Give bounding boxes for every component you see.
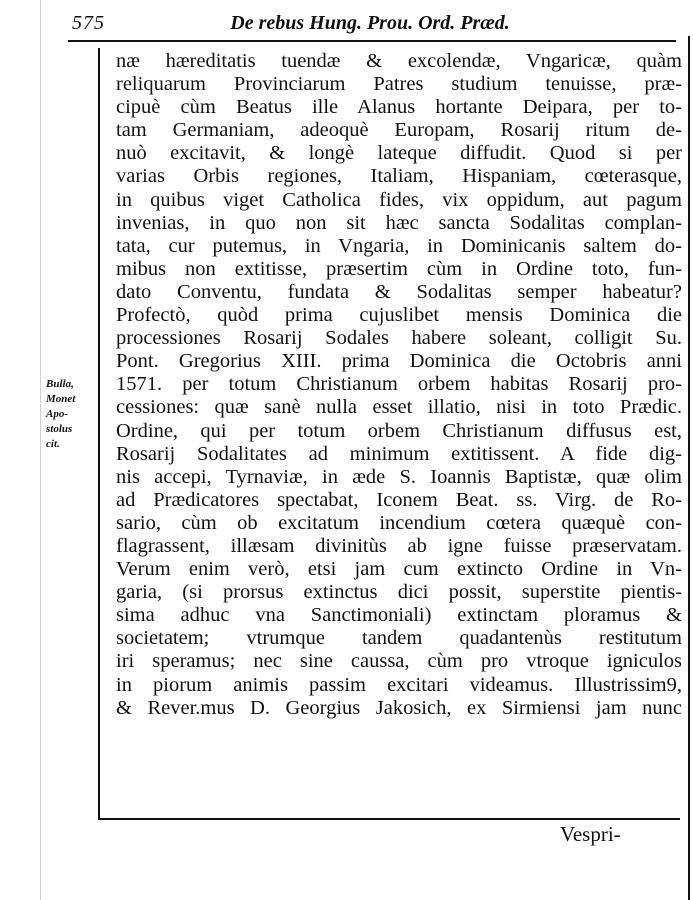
text-line: societatem; vtrumque tandem quadantenùs restitutum xyxy=(116,627,682,650)
text-line: tata, cur putemus, in Vngaria, in Dominicanis saltem do- xyxy=(116,234,682,257)
margin-note-line: Bulla, xyxy=(46,378,74,390)
text-line: sario, cùm ob excitatum incendium cœtera quæquè con- xyxy=(116,511,682,534)
margin-note-line: stolus xyxy=(46,423,73,435)
text-line: in piorum animis passim excitari videamus. Illustrissim9, xyxy=(116,673,682,696)
text-line: nuò excitavit, & longè lateque diffudit. Quod si per xyxy=(116,142,682,165)
body-text xyxy=(116,50,682,720)
text-line: Verum enim verò, etsi jam cum extincto Ordine in Vn- xyxy=(116,558,682,581)
text-line: Pont. Gregorius XIII. prima Dominica die Octobris anni xyxy=(116,350,682,373)
text-line: Ordine, qui per totum orbem Christianum diffusus est, xyxy=(116,419,682,442)
margin-note xyxy=(46,377,96,452)
text-column-left-rule xyxy=(98,48,100,820)
catchword: Vespri- xyxy=(560,822,621,846)
text-line: garia, (si prorsus extinctus dici possit, superstite pientis- xyxy=(116,581,682,604)
text-line: reliquarum Provinciarum Patres studium tenuisse, præ- xyxy=(116,73,682,96)
footer-rule xyxy=(100,818,680,820)
text-line: tam Germaniam, adeoquè Europam, Rosarij ritum de- xyxy=(116,119,682,142)
margin-note-line: Monet xyxy=(46,393,76,405)
text-line: Rosarij Sodalitates ad minimum extitissent. A fide dig- xyxy=(116,442,682,465)
text-line: processiones Rosarij Sodales habere soleant, colligit Su. xyxy=(116,327,682,350)
header-rule xyxy=(68,40,676,42)
text-line: mibus non extitisse, præsertim cùm in Ordine toto, fun- xyxy=(116,257,682,280)
text-line: dato Conventu, fundata & Sodalitas semper habeatur? xyxy=(116,280,682,303)
running-title: De rebus Hung. Prou. Ord. Præd. xyxy=(230,12,510,34)
text-line: sima adhuc vna Sanctimoniali) extinctam ploramus & xyxy=(116,604,682,627)
text-column-right-rule xyxy=(688,36,690,900)
text-line: in quibus viget Catholica fides, vix oppidum, aut pagum xyxy=(116,188,682,211)
text-line: cessiones: quæ sanè nulla esset illatio, nisi in toto Prædic. xyxy=(116,396,682,419)
text-line: invenias, in quo non sit hæc sancta Sodalitas complan- xyxy=(116,211,682,234)
text-line: nis accepi, Tyrnaviæ, in æde S. Ioannis Baptistæ, quæ olim xyxy=(116,465,682,488)
text-line: varias Orbis regiones, Italiam, Hispaniam, cœterasque, xyxy=(116,165,682,188)
text-line: Profectò, quòd prima cujuslibet mensis Dominica die xyxy=(116,304,682,327)
page-number: 575 xyxy=(72,12,105,34)
text-line: flagrassent, illæsam divinitùs ab igne fuisse præservatam. xyxy=(116,534,682,557)
text-line: 1571. per totum Christianum orbem habitas Rosarij pro- xyxy=(116,373,682,396)
margin-note-line: cit. xyxy=(46,438,60,450)
text-line: cipuè cùm Beatus ille Alanus hortante Deipara, per to- xyxy=(116,96,682,119)
running-head xyxy=(0,0,693,40)
text-line: iri speramus; nec sine caussa, cùm pro vtroque igniculos xyxy=(116,650,682,673)
text-line: næ hæreditatis tuendæ & excolendæ, Vngaricæ, quàm xyxy=(116,50,682,72)
text-line: & Rever.mus D. Georgius Jakosich, ex Sirmiensi jam nunc xyxy=(116,696,682,719)
page-edge-rule xyxy=(40,0,41,900)
text-line: ad Prædicatores spectabat, Iconem Beat. ss. Virg. de Ro- xyxy=(116,488,682,511)
margin-note-line: Apo- xyxy=(46,408,68,420)
